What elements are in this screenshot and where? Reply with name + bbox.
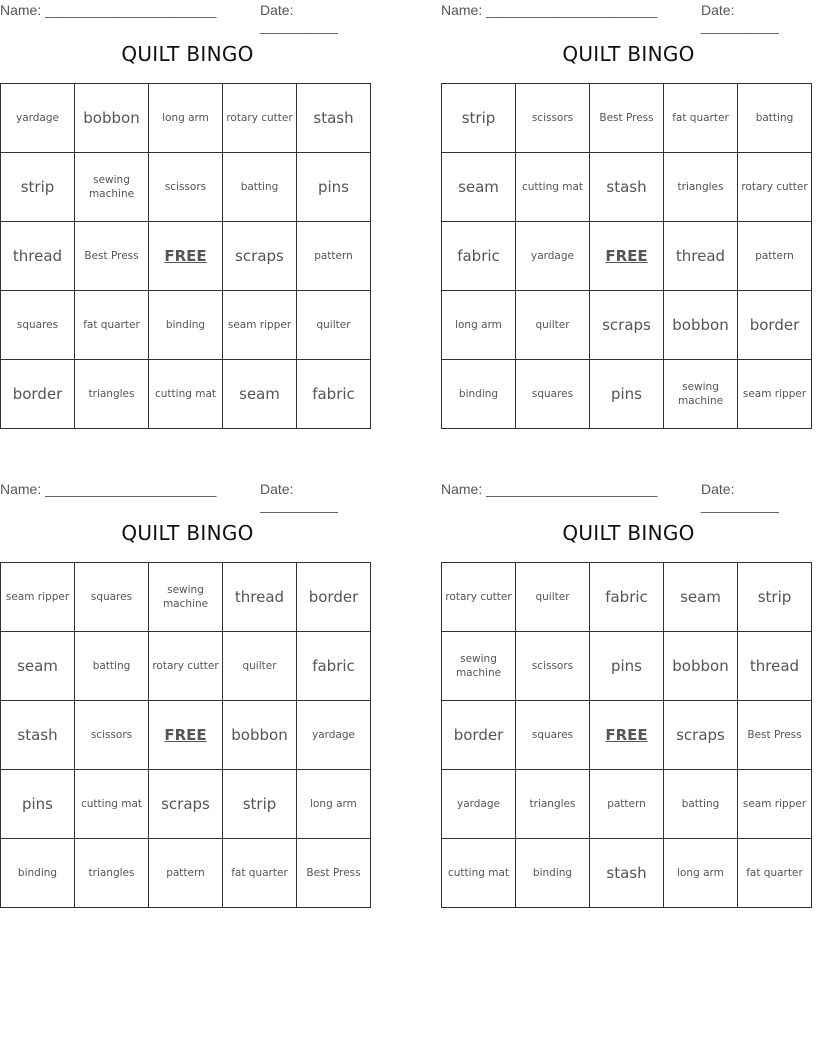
bingo-cell: seam: [442, 153, 516, 222]
bingo-cell: scissors: [75, 701, 149, 770]
free-space: FREE: [590, 222, 664, 291]
bingo-cell: sewing machine: [149, 563, 223, 632]
date-field: Date: __________: [260, 481, 338, 513]
free-space: FREE: [149, 222, 223, 291]
bingo-cell: pattern: [149, 839, 223, 908]
bingo-cell: pattern: [590, 770, 664, 839]
card-title: QUILT BINGO: [562, 521, 695, 545]
grid-row: [1, 632, 371, 701]
grid-row: [442, 632, 812, 701]
bingo-cell: batting: [738, 84, 812, 153]
bingo-card-2: [441, 0, 816, 407]
bingo-cell: rotary cutter: [149, 632, 223, 701]
bingo-cell: Best Press: [590, 84, 664, 153]
bingo-cell: scissors: [516, 632, 590, 701]
bingo-cell: fat quarter: [738, 839, 812, 908]
bingo-cell: seam: [664, 563, 738, 632]
bingo-cell: squares: [516, 360, 590, 429]
bingo-cell: strip: [442, 84, 516, 153]
bingo-grid: [441, 83, 812, 429]
bingo-cell: sewing machine: [442, 632, 516, 701]
bingo-cell: quilter: [516, 563, 590, 632]
bingo-cell: fabric: [297, 360, 371, 429]
grid-row: [442, 839, 812, 908]
bingo-cell: batting: [223, 153, 297, 222]
bingo-cell: yardage: [516, 222, 590, 291]
bingo-cell: cutting mat: [149, 360, 223, 429]
bingo-cell: scraps: [590, 291, 664, 360]
bingo-cell: strip: [223, 770, 297, 839]
bingo-cell: pins: [297, 153, 371, 222]
bingo-cell: squares: [1, 291, 75, 360]
grid-row: [442, 222, 812, 291]
grid-row: [1, 839, 371, 908]
bingo-cell: thread: [664, 222, 738, 291]
bingo-cell: long arm: [664, 839, 738, 908]
bingo-cell: thread: [738, 632, 812, 701]
bingo-cell: triangles: [75, 360, 149, 429]
bingo-cell: yardage: [297, 701, 371, 770]
bingo-cell: cutting mat: [516, 153, 590, 222]
bingo-cell: cutting mat: [442, 839, 516, 908]
bingo-cell: thread: [1, 222, 75, 291]
bingo-cell: stash: [1, 701, 75, 770]
bingo-cell: pins: [1, 770, 75, 839]
bingo-cell: seam ripper: [738, 770, 812, 839]
card-title: QUILT BINGO: [121, 521, 254, 545]
bingo-cell: long arm: [442, 291, 516, 360]
grid-row: [442, 291, 812, 360]
bingo-cell: fat quarter: [75, 291, 149, 360]
bingo-cell: yardage: [1, 84, 75, 153]
bingo-cell: bobbon: [75, 84, 149, 153]
bingo-grid: [441, 562, 812, 908]
bingo-cell: border: [442, 701, 516, 770]
bingo-cell: thread: [223, 563, 297, 632]
bingo-cell: cutting mat: [75, 770, 149, 839]
bingo-cell: batting: [75, 632, 149, 701]
bingo-cell: squares: [516, 701, 590, 770]
bingo-cell: seam ripper: [1, 563, 75, 632]
bingo-cell: seam: [1, 632, 75, 701]
bingo-cell: border: [1, 360, 75, 429]
name-field: Name: ______________________: [441, 481, 658, 497]
bingo-cell: quilter: [297, 291, 371, 360]
bingo-cell: scissors: [149, 153, 223, 222]
grid-row: [442, 153, 812, 222]
grid-row: [442, 84, 812, 153]
grid-row: [1, 222, 371, 291]
bingo-cell: yardage: [442, 770, 516, 839]
bingo-cell: Best Press: [297, 839, 371, 908]
bingo-card-1: [0, 0, 375, 403]
card-header: [0, 0, 375, 34]
bingo-cell: binding: [516, 839, 590, 908]
bingo-cell: sewing machine: [75, 153, 149, 222]
bingo-cell: triangles: [75, 839, 149, 908]
card-title: QUILT BINGO: [121, 42, 254, 66]
bingo-grid: [0, 83, 371, 429]
date-field: Date: __________: [701, 481, 779, 513]
free-space: FREE: [590, 701, 664, 770]
card-title: QUILT BINGO: [562, 42, 695, 66]
bingo-cell: bobbon: [664, 632, 738, 701]
bingo-cell: scraps: [149, 770, 223, 839]
bingo-cell: binding: [442, 360, 516, 429]
bingo-cell: bobbon: [223, 701, 297, 770]
bingo-cell: scraps: [664, 701, 738, 770]
grid-row: [1, 701, 371, 770]
bingo-cell: fat quarter: [223, 839, 297, 908]
bingo-cell: seam ripper: [223, 291, 297, 360]
bingo-cell: scraps: [223, 222, 297, 291]
bingo-cell: sewing machine: [664, 360, 738, 429]
bingo-cell: binding: [149, 291, 223, 360]
bingo-cell: binding: [1, 839, 75, 908]
card-header: [441, 0, 816, 34]
grid-row: [1, 153, 371, 222]
bingo-cell: seam ripper: [738, 360, 812, 429]
bingo-card-4: [441, 479, 816, 882]
bingo-cell: long arm: [297, 770, 371, 839]
name-field: Name: ______________________: [0, 2, 217, 18]
grid-row: [1, 770, 371, 839]
grid-row: [1, 563, 371, 632]
grid-row: [1, 84, 371, 153]
bingo-cell: squares: [75, 563, 149, 632]
name-field: Name: ______________________: [441, 2, 658, 18]
bingo-grid: [0, 562, 371, 908]
bingo-cell: stash: [297, 84, 371, 153]
bingo-cell: border: [297, 563, 371, 632]
bingo-cell: pins: [590, 632, 664, 701]
bingo-cell: stash: [590, 839, 664, 908]
bingo-cell: long arm: [149, 84, 223, 153]
name-field: Name: ______________________: [0, 481, 217, 497]
bingo-cell: pattern: [297, 222, 371, 291]
free-space: FREE: [149, 701, 223, 770]
grid-row: [442, 770, 812, 839]
bingo-cell: quilter: [516, 291, 590, 360]
date-field: Date: __________: [260, 2, 338, 34]
bingo-cell: fabric: [297, 632, 371, 701]
grid-row: [442, 563, 812, 632]
bingo-cell: stash: [590, 153, 664, 222]
bingo-cell: triangles: [516, 770, 590, 839]
grid-row: [442, 360, 812, 429]
bingo-cell: quilter: [223, 632, 297, 701]
bingo-card-3: [0, 479, 375, 879]
bingo-cell: border: [738, 291, 812, 360]
bingo-cell: fat quarter: [664, 84, 738, 153]
bingo-cell: rotary cutter: [223, 84, 297, 153]
bingo-cell: pins: [590, 360, 664, 429]
grid-row: [1, 291, 371, 360]
bingo-cell: triangles: [664, 153, 738, 222]
card-header: [441, 479, 816, 513]
grid-row: [1, 360, 371, 429]
bingo-cell: pattern: [738, 222, 812, 291]
bingo-cell: Best Press: [738, 701, 812, 770]
bingo-cell: fabric: [590, 563, 664, 632]
bingo-cell: rotary cutter: [738, 153, 812, 222]
bingo-cell: bobbon: [664, 291, 738, 360]
bingo-cell: Best Press: [75, 222, 149, 291]
bingo-cell: scissors: [516, 84, 590, 153]
bingo-cell: strip: [738, 563, 812, 632]
bingo-cell: batting: [664, 770, 738, 839]
bingo-cell: seam: [223, 360, 297, 429]
bingo-cell: rotary cutter: [442, 563, 516, 632]
bingo-cell: fabric: [442, 222, 516, 291]
date-field: Date: __________: [701, 2, 779, 34]
bingo-cell: strip: [1, 153, 75, 222]
card-header: [0, 479, 375, 513]
grid-row: [442, 701, 812, 770]
